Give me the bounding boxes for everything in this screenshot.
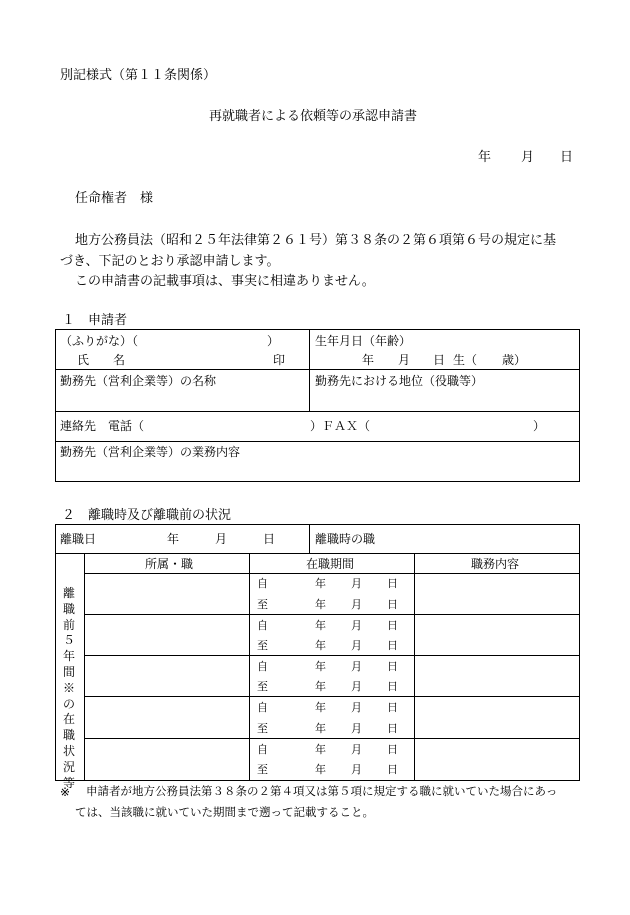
divider (55, 441, 580, 442)
business-label: 勤務先（営利企業等）の業務内容 (60, 445, 241, 459)
fax-close: ） (533, 419, 546, 433)
day-label: 日 (387, 743, 398, 756)
divider (309, 524, 310, 553)
from-label: 自 (257, 660, 268, 673)
to-label: 至 (257, 722, 268, 735)
divider (309, 329, 310, 411)
furigana-field[interactable]: （ふりがな）（ (60, 334, 139, 348)
contact-fax-field[interactable]: ）ＦＡＸ（ (310, 419, 371, 433)
from-label: 自 (257, 701, 268, 714)
footnote-line-2: ては、当該職に就いていた期間まで遡って記載すること。 (75, 805, 374, 819)
body-line-3: この申請書の記載事項は、事実に相違ありません。 (75, 274, 375, 289)
birth-label: 生年月日（年齢） (315, 334, 412, 348)
retire-day: 日 (263, 532, 276, 546)
col-period: 在職期間 (306, 557, 355, 571)
month-label: 月 (351, 722, 362, 735)
col-duties: 職務内容 (471, 557, 520, 571)
addressee: 任命権者 様 (75, 191, 154, 206)
from-label: 自 (257, 619, 268, 632)
side-label: 離職前５年間※の在職状況等 (62, 586, 75, 790)
retire-post-label: 離職時の職 (315, 532, 376, 546)
section1-heading: １ 申請者 (62, 313, 128, 328)
birth-year: 年 (362, 353, 375, 367)
year-label: 年 (315, 680, 326, 693)
divider (84, 614, 580, 615)
to-label: 至 (257, 598, 268, 611)
form-label: 別記様式（第１１条関係） (60, 68, 217, 83)
day-label: 日 (387, 598, 398, 611)
year-label: 年 (315, 577, 326, 590)
name-label: 氏 名 (77, 353, 126, 367)
day-label: 日 (387, 701, 398, 714)
day-label: 日 (387, 763, 398, 776)
month-label: 月 (351, 619, 362, 632)
month-label: 月 (351, 763, 362, 776)
retire-date-label: 離職日 (60, 532, 97, 546)
divider (84, 573, 580, 574)
day-label: 日 (387, 619, 398, 632)
retire-month: 月 (215, 532, 228, 546)
applicant-table (55, 329, 580, 482)
employer-name-label: 勤務先（営利企業等）の名称 (60, 374, 217, 388)
date-month: 月 (521, 150, 535, 165)
footnote-mark: ※ (60, 785, 71, 799)
to-label: 至 (257, 763, 268, 776)
year-label: 年 (315, 639, 326, 652)
divider (84, 655, 580, 656)
divider (414, 553, 415, 781)
furigana-close: ） (267, 334, 280, 348)
to-label: 至 (257, 639, 268, 652)
month-label: 月 (351, 701, 362, 714)
day-label: 日 (387, 577, 398, 590)
footnote-line-1: 申請者が地方公務員法第３８条の２第４項又は第５項に規定する職に就いていた場合にあっ (86, 784, 558, 798)
from-label: 自 (257, 743, 268, 756)
employer-position-label: 勤務先における地位（役職等） (315, 374, 484, 388)
month-label: 月 (351, 639, 362, 652)
divider (55, 411, 580, 412)
divider (55, 553, 580, 554)
month-label: 月 (351, 577, 362, 590)
year-label: 年 (315, 722, 326, 735)
body-line-1: 地方公務員法（昭和２５年法律第２６１号）第３８条の２第６項第６号の規定に基 (75, 233, 557, 248)
year-label: 年 (315, 660, 326, 673)
year-label: 年 (315, 763, 326, 776)
divider (84, 553, 85, 781)
retire-year: 年 (167, 532, 180, 546)
month-label: 月 (351, 660, 362, 673)
day-label: 日 (387, 680, 398, 693)
date-year: 年 (478, 150, 492, 165)
month-label: 月 (351, 680, 362, 693)
age-suffix: 歳） (502, 353, 527, 367)
body-line-2: づき、下記のとおり承認申請します。 (60, 254, 280, 269)
seal-mark: 印 (273, 353, 286, 367)
year-label: 年 (315, 743, 326, 756)
birth-month: 月 (398, 353, 411, 367)
year-label: 年 (315, 701, 326, 714)
divider (84, 696, 580, 697)
year-label: 年 (315, 598, 326, 611)
birth-suffix: 生（ (453, 353, 478, 367)
divider (249, 553, 250, 781)
col-affiliation: 所属・職 (145, 557, 194, 571)
document-title: 再就職者による依頼等の承認申請書 (209, 109, 418, 124)
month-label: 月 (351, 743, 362, 756)
divider (55, 369, 580, 370)
month-label: 月 (351, 598, 362, 611)
contact-phone-field[interactable]: 連絡先 電話（ (60, 419, 145, 433)
birth-day: 日 (433, 353, 446, 367)
to-label: 至 (257, 680, 268, 693)
from-label: 自 (257, 577, 268, 590)
year-label: 年 (315, 619, 326, 632)
day-label: 日 (387, 660, 398, 673)
day-label: 日 (387, 722, 398, 735)
divider (84, 738, 580, 739)
date-day: 日 (560, 150, 574, 165)
section2-heading: ２ 離職時及び離職前の状況 (62, 508, 232, 523)
day-label: 日 (387, 639, 398, 652)
